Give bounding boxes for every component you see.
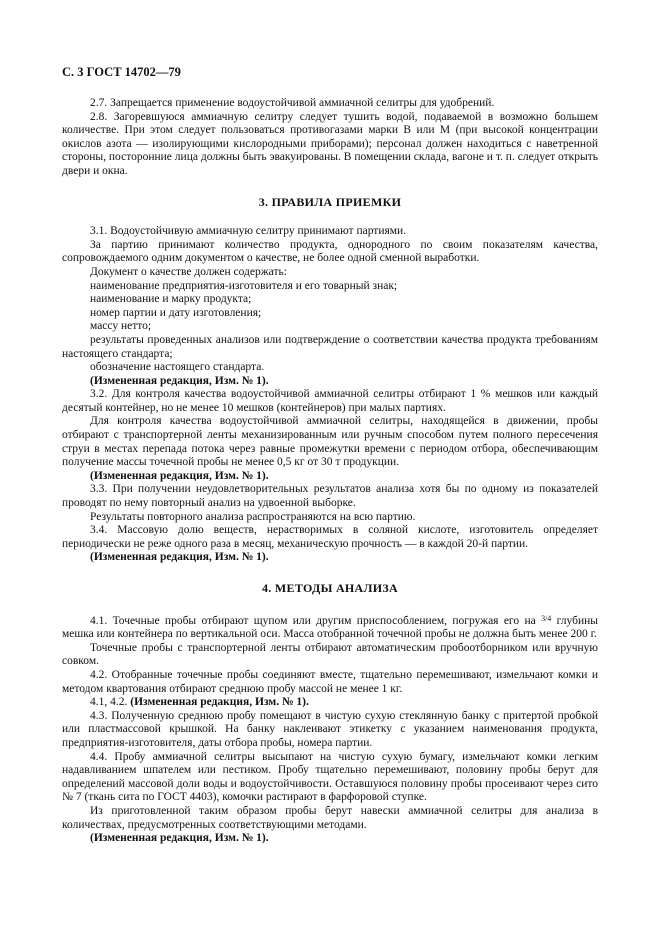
paragraph: наименование предприятия-изготовителя и его товарный знак; bbox=[90, 279, 398, 292]
section-4-content bbox=[62, 612, 598, 846]
paragraph: массу нетто; bbox=[90, 320, 152, 333]
amendment-note: (Измененная редакция, Изм. № 1). bbox=[90, 469, 269, 482]
amendment-line: 4.1, 4.2. (Измененная редакция, Изм. № 1). bbox=[90, 696, 309, 709]
paragraph-4-1: 4.1. Точечные пробы отбирают щупом или другим приспособлением, погружая его на $^{3/4}$ глубины мешка или контейнера по вертикальной оси. Масса отобранной точечной пробы не должна быть менее 200 г. bbox=[62, 613, 598, 641]
paragraph: Точечные пробы с транспортерной ленты отбирают автоматическим пробоотборником или вручную совком. bbox=[62, 641, 598, 668]
paragraph-3-2: 3.2. Для контроля качества водоустойчивой аммиачной селитры отбирают 1 % мешков или каждый десятый контейнер, но не менее 10 мешков (контейнеров) при малых партиях. bbox=[62, 388, 598, 414]
paragraph-3-4: 3.4. Массовую долю веществ, нерастворимых в соляной кислоте, изготовитель определяет периодически не реже одного раза в месяц, механическую прочность — в каждой 20-й партии. bbox=[62, 524, 598, 550]
paragraph: За партию принимают количество продукта, однородного по своим показателям качества, сопровождаемого одним документом о качестве, не более одной сменной выработки. bbox=[62, 238, 598, 265]
paragraph-2-8: 2.8. Загоревшуюся аммиачную селитру следует тушить водой, подаваемой в возможно большем количестве. При этом следует пользоваться противогазами марки В или М (при высокой концентрации окислов азота — изолирующими кислородными приборами); персонал должен находиться с наветренной стороны, посторонние лица должны быть эвакуированы. В помещении склада, вагоне и т. п. следует открыть двери и окна. bbox=[62, 110, 598, 177]
page-header: С. 3 ГОСТ 14702—79 bbox=[62, 65, 181, 79]
paragraph-4-4: 4.4. Пробу аммиачной селитры высыпают на чистую сухую бумагу, измельчают комки легким надавливанием шпателем или пестиком. Пробу тщательно перемешивают, половину пробы берут для определений массовой доли воды и водоустойчивости. Оставшуюся половину пробы просеивают через сито № 7 (ткань сита по ГОСТ 4403), комочки растирают в фарфоровой ступке. bbox=[62, 750, 598, 804]
amendment-note: (Измененная редакция, Изм. № 1). bbox=[90, 832, 269, 845]
document-body bbox=[62, 97, 598, 846]
paragraph-3-3: 3.3. При получении неудовлетворительных результатов анализа хотя бы по одному из показателей проводят по нему повторный анализ на удвоенной выборке. bbox=[62, 483, 598, 510]
paragraph: наименование и марку продукта; bbox=[90, 293, 252, 306]
paragraph: номер партии и дату изготовления; bbox=[90, 306, 262, 319]
paragraph: Документ о качестве должен содержать: bbox=[90, 265, 287, 278]
paragraph-2-7: 2.7. Запрещается применение водоустойчивой аммиачной селитры для удобрений. bbox=[90, 97, 495, 109]
paragraph: обозначение настоящего стандарта. bbox=[90, 361, 265, 374]
paragraph-4-3: 4.3. Полученную среднюю пробу помещают в чистую сухую стеклянную банку с притертой пробкой или пластмассовой крышкой. На банку наклеивают этикетку с указанием наименования продукта, предприятия-изготовителя, даты отбора пробы, номера партии. bbox=[62, 709, 598, 749]
section-3-content bbox=[62, 225, 598, 565]
paragraph: результаты проведенных анализов или подтверждение о соответствии качества продукта требованиям настоящего стандарта; bbox=[62, 333, 598, 360]
amendment-note: (Измененная редакция, Изм. № 1). bbox=[90, 551, 269, 564]
amendment-note: (Измененная редакция, Изм. № 1). bbox=[90, 374, 269, 387]
paragraph: Для контроля качества водоустойчивой аммиачной селитры, находящейся в движении, пробы отбирают с транспортерной ленты механизированным или ручным способом путем полного пересечения струи в местах перепада потока через равные промежутки времени с периодом отбора, обеспечивающим получение массы точечной пробы не менее 0,5 кг от 30 т продукции. bbox=[62, 415, 598, 469]
paragraph-4-2: 4.2. Отобранные точечные пробы соединяют вместе, тщательно перемешивают, измельчают комки и методом квартования отбирают среднюю пробу массой не менее 1 кг. bbox=[62, 668, 598, 695]
section-4-heading: 4. МЕТОДЫ АНАЛИЗА bbox=[262, 581, 398, 595]
fraction-three-quarters: 3/4 bbox=[541, 613, 552, 623]
section-3-heading: 3. ПРАВИЛА ПРИЕМКИ bbox=[258, 194, 402, 209]
paragraph: Из приготовленной таким образом пробы берут навески аммиачной селитры для анализа в количествах, предусмотренных соответствующими методами. bbox=[62, 804, 598, 831]
paragraph: 3.1. Водоустойчивую аммиачную селитру принимают партиями. bbox=[90, 225, 407, 238]
paragraph: Результаты повторного анализа распространяются на всю партию. bbox=[90, 510, 416, 523]
